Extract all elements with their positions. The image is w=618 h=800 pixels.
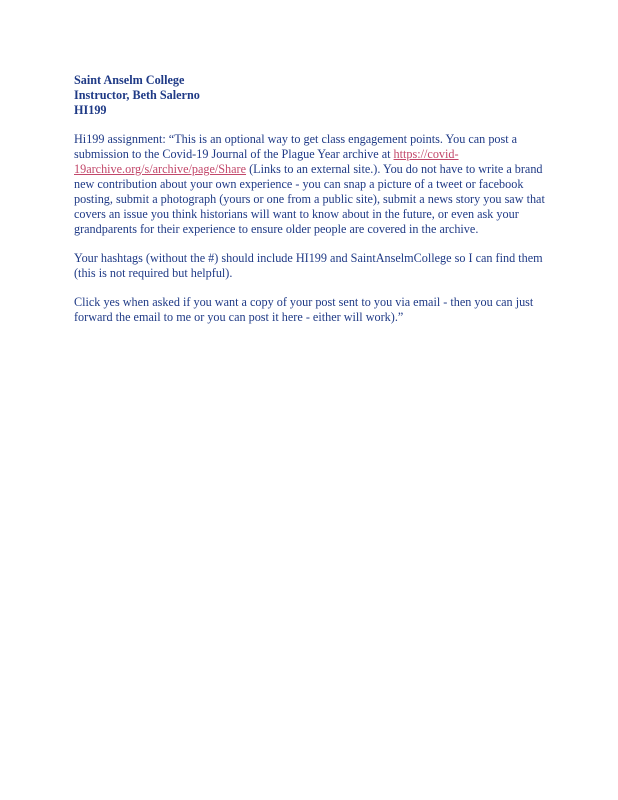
institution-name: Saint Anselm College xyxy=(74,73,185,87)
assignment-text-rest: (Links to an external site.). You do not have to write a brand new contribution about your own experience - you can snap a picture of a tweet or facebook posting, submit a photograph (yours or one from a public site), submit a news story you saw that covers an issue you think historians will want to know about in the future, or even ask your grandparents for their experience to ensure older people are covered in the archive. xyxy=(74,162,545,236)
hashtags-paragraph: Your hashtags (without the #) should include HI199 and SaintAnselmCollege so I can find them (this is not required but helpful). xyxy=(74,251,543,280)
assignment-paragraph xyxy=(74,132,549,237)
spacer xyxy=(74,237,549,251)
document-content xyxy=(74,73,549,325)
spacer xyxy=(74,281,549,295)
course-code: HI199 xyxy=(74,103,107,117)
spacer xyxy=(74,118,549,132)
instructor-name: Instructor, Beth Salerno xyxy=(74,88,200,102)
assignment-text-intro: Hi199 assignment: “This is an optional way to get class engagement points. You can post a submission to the Covid-19 Journal of the Plague Year archive at xyxy=(74,132,518,161)
email-copy-paragraph: Click yes when asked if you want a copy of your post sent to you via email - then you can just forward the email to me or you can post it here - either will work).” xyxy=(74,295,534,324)
archive-link[interactable]: https://covid-19archive.org/s/archive/page/Share xyxy=(74,147,459,176)
